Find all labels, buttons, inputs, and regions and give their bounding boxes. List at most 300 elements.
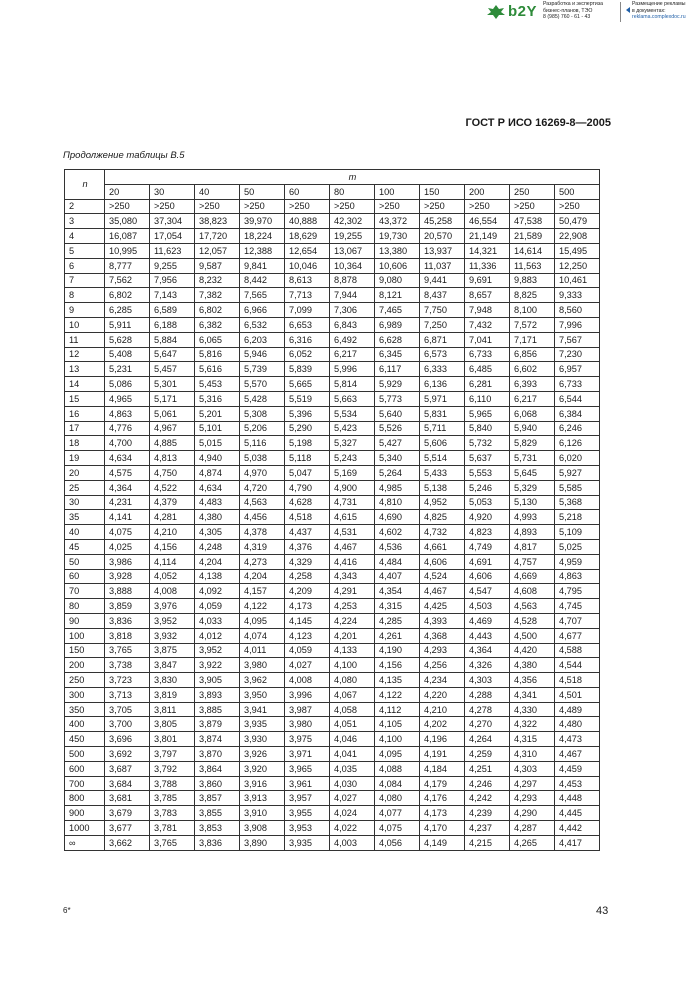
value-cell: 5,739 (240, 362, 285, 377)
value-cell: 4,288 (465, 687, 510, 702)
value-cell: 4,035 (330, 761, 375, 776)
n-cell: 3 (65, 214, 105, 229)
value-cell: 4,606 (420, 554, 465, 569)
table-row (65, 451, 600, 466)
table-row (65, 569, 600, 584)
value-cell: 4,634 (195, 480, 240, 495)
value-cell: 3,928 (105, 569, 150, 584)
value-cell: 4,364 (105, 480, 150, 495)
value-cell: 6,316 (285, 332, 330, 347)
value-cell: 3,781 (150, 821, 195, 836)
n-cell: 14 (65, 377, 105, 392)
value-cell: 3,952 (150, 613, 195, 628)
n-cell: 250 (65, 673, 105, 688)
value-cell: 4,940 (195, 451, 240, 466)
value-cell: 6,052 (285, 347, 330, 362)
arrow-left-icon (626, 7, 630, 13)
value-cell: 4,817 (510, 539, 555, 554)
value-cell: 4,874 (195, 465, 240, 480)
table-row (65, 317, 600, 332)
value-cell: 4,231 (105, 495, 150, 510)
value-cell: 18,224 (240, 229, 285, 244)
value-cell: 6,733 (465, 347, 510, 362)
value-cell: 4,380 (195, 510, 240, 525)
ad-link[interactable]: reklama.complexdoc.ru (632, 14, 686, 20)
value-cell: 3,857 (195, 791, 240, 806)
value-cell: 3,971 (285, 747, 330, 762)
value-cell: 4,075 (105, 525, 150, 540)
n-cell: 30 (65, 495, 105, 510)
value-cell: 4,407 (375, 569, 420, 584)
value-cell: 5,971 (420, 391, 465, 406)
value-cell: 4,303 (510, 761, 555, 776)
table-row (65, 495, 600, 510)
value-cell: 4,141 (105, 510, 150, 525)
value-cell: 3,860 (195, 776, 240, 791)
ad-placement[interactable] (632, 1, 698, 21)
value-cell: 4,354 (375, 584, 420, 599)
value-cell: 3,811 (150, 702, 195, 717)
value-cell: 4,122 (240, 599, 285, 614)
value-cell: 4,315 (510, 732, 555, 747)
value-cell: 4,536 (375, 539, 420, 554)
value-cell: 4,092 (195, 584, 240, 599)
n-cell: 200 (65, 658, 105, 673)
value-cell: 4,825 (420, 510, 465, 525)
value-cell: 4,210 (150, 525, 195, 540)
value-cell: 8,442 (240, 273, 285, 288)
value-cell: 4,522 (150, 480, 195, 495)
value-cell: 5,645 (510, 465, 555, 480)
value-cell: 5,198 (285, 436, 330, 451)
n-cell: 10 (65, 317, 105, 332)
value-cell: 8,121 (375, 288, 420, 303)
value-cell: 6,068 (510, 406, 555, 421)
value-cell: 4,204 (240, 569, 285, 584)
value-cell: 3,908 (240, 821, 285, 836)
value-cell: 4,628 (285, 495, 330, 510)
value-cell: 4,287 (510, 821, 555, 836)
value-cell: 4,823 (465, 525, 510, 540)
value-cell: 3,783 (150, 806, 195, 821)
value-cell: 7,713 (285, 288, 330, 303)
value-cell: 4,341 (510, 687, 555, 702)
value-cell: >250 (555, 199, 600, 214)
value-cell: 43,372 (375, 214, 420, 229)
value-cell: 4,330 (510, 702, 555, 717)
value-cell: 3,980 (285, 717, 330, 732)
value-cell: 4,691 (465, 554, 510, 569)
value-cell: 6,126 (555, 436, 600, 451)
value-cell: 6,573 (420, 347, 465, 362)
value-cell: >250 (465, 199, 510, 214)
value-cell: 4,303 (465, 673, 510, 688)
table-row (65, 421, 600, 436)
value-cell: 5,929 (375, 377, 420, 392)
value-cell: 5,814 (330, 377, 375, 392)
value-cell: 9,691 (465, 273, 510, 288)
value-cell: 4,122 (375, 687, 420, 702)
value-cell: 3,765 (150, 835, 195, 850)
value-cell: 4,022 (330, 821, 375, 836)
value-cell: 4,251 (465, 761, 510, 776)
value-cell: 3,836 (105, 613, 150, 628)
value-cell: 3,853 (195, 821, 240, 836)
value-cell: 4,315 (375, 599, 420, 614)
value-cell: 3,805 (150, 717, 195, 732)
value-cell: 6,966 (240, 303, 285, 318)
value-cell: 5,327 (330, 436, 375, 451)
value-cell: 4,376 (285, 539, 330, 554)
m-value-header: 40 (195, 184, 240, 199)
value-cell: 8,825 (510, 288, 555, 303)
value-cell: 7,944 (330, 288, 375, 303)
statistics-table (64, 169, 600, 851)
value-cell: 6,544 (555, 391, 600, 406)
n-cell: 45 (65, 539, 105, 554)
value-cell: 6,285 (105, 303, 150, 318)
value-cell: 4,080 (375, 791, 420, 806)
value-cell: 4,157 (240, 584, 285, 599)
value-cell: 3,893 (195, 687, 240, 702)
value-cell: 5,534 (330, 406, 375, 421)
n-cell: 11 (65, 332, 105, 347)
value-cell: 3,855 (195, 806, 240, 821)
value-cell: 4,467 (330, 539, 375, 554)
m-value-header: 500 (555, 184, 600, 199)
value-cell: 3,818 (105, 628, 150, 643)
value-cell: 6,492 (330, 332, 375, 347)
value-cell: 4,264 (465, 732, 510, 747)
value-cell: 40,888 (285, 214, 330, 229)
table-row (65, 643, 600, 658)
value-cell: 4,528 (510, 613, 555, 628)
table-row (65, 761, 600, 776)
value-cell: 7,465 (375, 303, 420, 318)
table-body (65, 199, 600, 850)
n-cell: 9 (65, 303, 105, 318)
value-cell: 3,953 (285, 821, 330, 836)
value-cell: 4,443 (465, 628, 510, 643)
value-cell: 6,217 (330, 347, 375, 362)
value-cell: 7,565 (240, 288, 285, 303)
value-cell: >250 (285, 199, 330, 214)
table-row (65, 821, 600, 836)
b2y-logo[interactable] (486, 3, 537, 20)
value-cell: 4,575 (105, 465, 150, 480)
value-cell: 4,393 (420, 613, 465, 628)
header-row-m (65, 170, 600, 185)
value-cell: 6,333 (420, 362, 465, 377)
n-cell: 60 (65, 569, 105, 584)
value-cell: 4,293 (510, 791, 555, 806)
value-cell: 3,935 (285, 835, 330, 850)
table-row (65, 303, 600, 318)
value-cell: 50,479 (555, 214, 600, 229)
value-cell: 4,261 (375, 628, 420, 643)
value-cell: 4,379 (150, 495, 195, 510)
value-cell: 3,874 (195, 732, 240, 747)
value-cell: 4,900 (330, 480, 375, 495)
value-cell: 4,885 (150, 436, 195, 451)
value-cell: 39,970 (240, 214, 285, 229)
header-row-m-values (65, 184, 600, 199)
table-row (65, 480, 600, 495)
value-cell: 5,831 (420, 406, 465, 421)
value-cell: 4,326 (465, 658, 510, 673)
value-cell: >250 (375, 199, 420, 214)
table-row (65, 806, 600, 821)
ad-phone: 8 (985) 760 - 61 - 43 (543, 14, 591, 20)
value-cell: 4,993 (510, 510, 555, 525)
m-value-header: 30 (150, 184, 195, 199)
value-cell: 7,562 (105, 273, 150, 288)
value-cell: 4,248 (195, 539, 240, 554)
n-cell: 4 (65, 229, 105, 244)
value-cell: 5,840 (465, 421, 510, 436)
n-cell: 12 (65, 347, 105, 362)
value-cell: 4,469 (465, 613, 510, 628)
value-cell: 21,149 (465, 229, 510, 244)
leaf-icon (486, 4, 506, 20)
table-row (65, 406, 600, 421)
value-cell: 6,602 (510, 362, 555, 377)
table-row (65, 732, 600, 747)
value-cell: 4,173 (285, 599, 330, 614)
value-cell: 8,232 (195, 273, 240, 288)
value-cell: 4,669 (510, 569, 555, 584)
table-row (65, 554, 600, 569)
value-cell: 4,484 (375, 554, 420, 569)
value-cell: 3,788 (150, 776, 195, 791)
value-cell: 4,863 (105, 406, 150, 421)
value-cell: 4,417 (555, 835, 600, 850)
value-cell: 7,230 (555, 347, 600, 362)
value-cell: 4,285 (375, 613, 420, 628)
value-cell: 6,802 (105, 288, 150, 303)
value-cell: 4,985 (375, 480, 420, 495)
n-cell: 18 (65, 436, 105, 451)
value-cell: 45,258 (420, 214, 465, 229)
value-cell: 7,956 (150, 273, 195, 288)
value-cell: 4,156 (375, 658, 420, 673)
value-cell: 3,801 (150, 732, 195, 747)
value-cell: 5,015 (195, 436, 240, 451)
value-cell: 3,792 (150, 761, 195, 776)
value-cell: 8,657 (465, 288, 510, 303)
value-cell: 15,495 (555, 243, 600, 258)
n-cell: 7 (65, 273, 105, 288)
value-cell: 5,816 (195, 347, 240, 362)
value-cell: 6,345 (375, 347, 420, 362)
value-cell: 9,333 (555, 288, 600, 303)
value-cell: 5,628 (105, 332, 150, 347)
value-cell: 5,171 (150, 391, 195, 406)
value-cell: 7,382 (195, 288, 240, 303)
value-cell: >250 (420, 199, 465, 214)
value-cell: 13,937 (420, 243, 465, 258)
value-cell: 11,037 (420, 258, 465, 273)
value-cell: 4,179 (420, 776, 465, 791)
table-row (65, 362, 600, 377)
value-cell: 5,246 (465, 480, 510, 495)
value-cell: 4,041 (330, 747, 375, 762)
value-cell: 4,356 (510, 673, 555, 688)
value-cell: 5,038 (240, 451, 285, 466)
value-cell: 4,503 (465, 599, 510, 614)
value-cell: 4,467 (555, 747, 600, 762)
value-cell: 4,690 (375, 510, 420, 525)
value-cell: 4,810 (375, 495, 420, 510)
value-cell: 5,231 (105, 362, 150, 377)
value-cell: 11,336 (465, 258, 510, 273)
table-row (65, 243, 600, 258)
value-cell: 4,209 (285, 584, 330, 599)
m-value-header: 20 (105, 184, 150, 199)
value-cell: 4,215 (465, 835, 510, 850)
value-cell: >250 (240, 199, 285, 214)
ad-line: в документах: (632, 7, 666, 14)
value-cell: 6,393 (510, 377, 555, 392)
value-cell: 4,084 (375, 776, 420, 791)
value-cell: 8,437 (420, 288, 465, 303)
value-cell: 4,176 (420, 791, 465, 806)
value-cell: 3,935 (240, 717, 285, 732)
value-cell: 9,587 (195, 258, 240, 273)
value-cell: 8,777 (105, 258, 150, 273)
value-cell: 4,201 (330, 628, 375, 643)
value-cell: 5,965 (465, 406, 510, 421)
value-cell: 11,623 (150, 243, 195, 258)
table-row (65, 288, 600, 303)
n-cell: 70 (65, 584, 105, 599)
value-cell: 4,732 (420, 525, 465, 540)
value-cell: 4,156 (150, 539, 195, 554)
table-row (65, 465, 600, 480)
value-cell: 3,950 (240, 687, 285, 702)
value-cell: 4,059 (195, 599, 240, 614)
value-cell: 4,077 (375, 806, 420, 821)
table-row (65, 347, 600, 362)
value-cell: 5,053 (465, 495, 510, 510)
n-cell: 700 (65, 776, 105, 791)
value-cell: 5,061 (150, 406, 195, 421)
value-cell: 5,423 (330, 421, 375, 436)
value-cell: 12,057 (195, 243, 240, 258)
value-cell: 21,589 (510, 229, 555, 244)
value-cell: 4,133 (330, 643, 375, 658)
value-cell: 4,259 (465, 747, 510, 762)
value-cell: 4,253 (330, 599, 375, 614)
value-cell: 4,757 (510, 554, 555, 569)
value-cell: 4,293 (420, 643, 465, 658)
value-cell: 7,099 (285, 303, 330, 318)
value-cell: 4,707 (555, 613, 600, 628)
value-cell: 5,130 (510, 495, 555, 510)
n-cell: 50 (65, 554, 105, 569)
value-cell: 4,518 (285, 510, 330, 525)
value-cell: 7,171 (510, 332, 555, 347)
value-cell: 4,677 (555, 628, 600, 643)
value-cell: 5,340 (375, 451, 420, 466)
value-cell: 8,100 (510, 303, 555, 318)
value-cell: 4,239 (465, 806, 510, 821)
value-cell: 4,606 (465, 569, 510, 584)
table-row (65, 687, 600, 702)
value-cell: 4,480 (555, 717, 600, 732)
value-cell: 4,173 (420, 806, 465, 821)
value-cell: 3,888 (105, 584, 150, 599)
value-cell: 3,687 (105, 761, 150, 776)
value-cell: 4,745 (555, 599, 600, 614)
value-cell: 4,524 (420, 569, 465, 584)
value-cell: 6,117 (375, 362, 420, 377)
value-cell: 4,112 (375, 702, 420, 717)
n-cell: 900 (65, 806, 105, 821)
value-cell: 3,910 (240, 806, 285, 821)
table-row (65, 599, 600, 614)
value-cell: 8,560 (555, 303, 600, 318)
value-cell: 4,437 (285, 525, 330, 540)
value-cell: 5,428 (240, 391, 285, 406)
value-cell: 6,136 (420, 377, 465, 392)
value-cell: 6,589 (150, 303, 195, 318)
value-cell: 4,343 (330, 569, 375, 584)
table-row (65, 717, 600, 732)
value-cell: 4,051 (330, 717, 375, 732)
value-cell: 4,602 (375, 525, 420, 540)
value-cell: 4,456 (240, 510, 285, 525)
n-cell: 16 (65, 406, 105, 421)
value-cell: 5,316 (195, 391, 240, 406)
value-cell: 3,980 (240, 658, 285, 673)
value-cell: 4,380 (510, 658, 555, 673)
value-cell: 4,095 (375, 747, 420, 762)
table-row (65, 613, 600, 628)
n-cell: 40 (65, 525, 105, 540)
value-cell: 4,138 (195, 569, 240, 584)
value-cell: 6,281 (465, 377, 510, 392)
n-cell: 300 (65, 687, 105, 702)
value-cell: 4,588 (555, 643, 600, 658)
value-cell: 3,830 (150, 673, 195, 688)
value-cell: 3,765 (105, 643, 150, 658)
value-cell: 10,995 (105, 243, 150, 258)
value-cell: 3,662 (105, 835, 150, 850)
value-cell: 5,616 (195, 362, 240, 377)
value-cell: 3,836 (195, 835, 240, 850)
value-cell: 4,202 (420, 717, 465, 732)
value-cell: 4,967 (150, 421, 195, 436)
value-cell: 4,149 (420, 835, 465, 850)
table-row (65, 258, 600, 273)
value-cell: 38,823 (195, 214, 240, 229)
table-row (65, 229, 600, 244)
value-cell: 3,962 (240, 673, 285, 688)
value-cell: 5,329 (510, 480, 555, 495)
n-cell: 15 (65, 391, 105, 406)
table-row (65, 391, 600, 406)
table-row (65, 584, 600, 599)
value-cell: 4,445 (555, 806, 600, 821)
value-cell: 3,681 (105, 791, 150, 806)
value-cell: 5,884 (150, 332, 195, 347)
ad-business-plans[interactable] (543, 1, 613, 21)
value-cell: 5,301 (150, 377, 195, 392)
value-cell: 4,731 (330, 495, 375, 510)
table-row (65, 658, 600, 673)
value-cell: 4,080 (330, 673, 375, 688)
